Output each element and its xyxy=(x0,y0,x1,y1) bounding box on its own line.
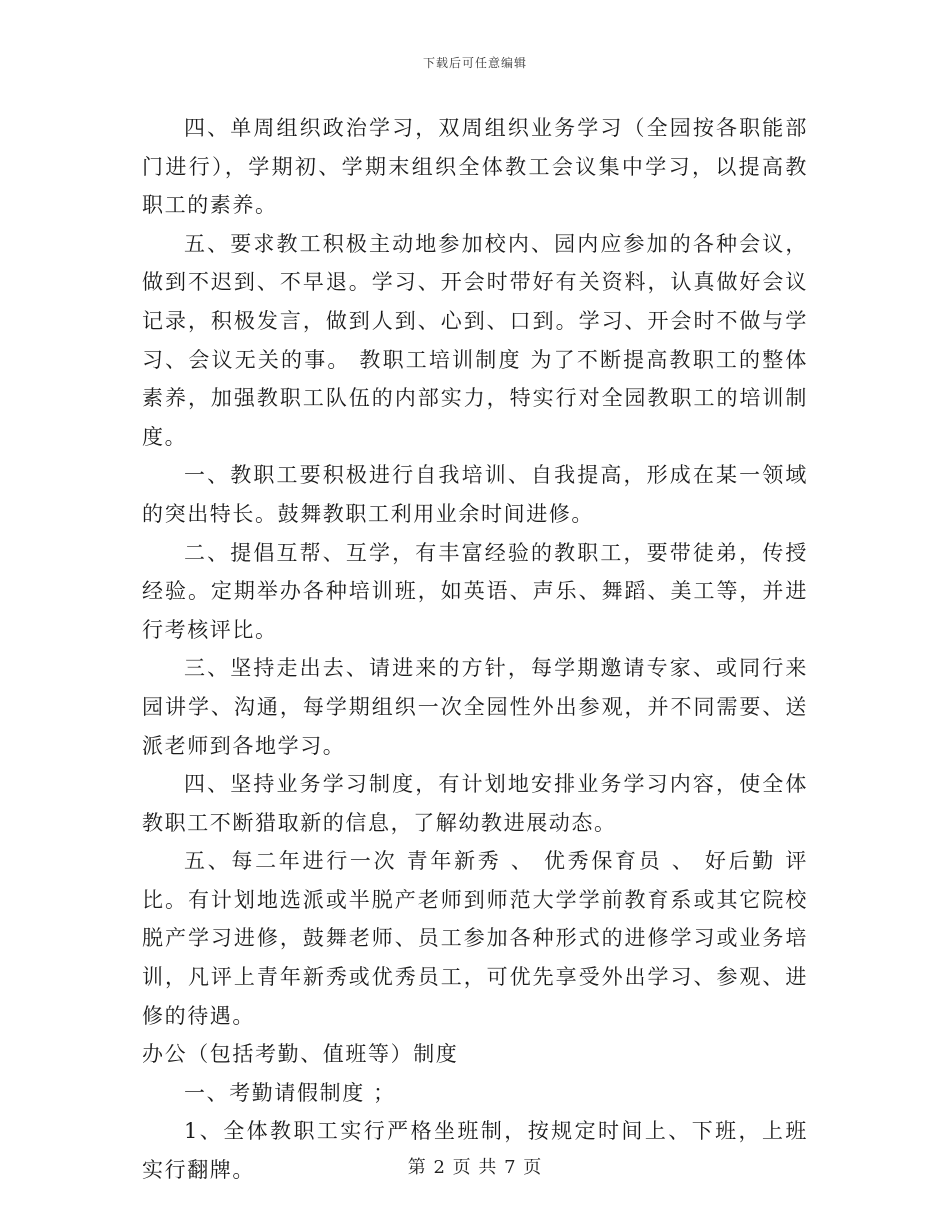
page-number xyxy=(0,1153,950,1179)
paragraph-meeting-rules: 五、要求教工积极主动地参加校内、园内应参加的各种会议，做到不迟到、不早退。学习、开会时带好有关资料，认真做好会议记录，积极发言，做到人到、心到、口到。学习、开会时不做与学习、会议无关的事。 教职工培训制度 为了不断提高教职工的整体素养，加强教职工队伍的内部实力，特实行对全园教职工的培训制度。 xyxy=(142,231,808,449)
paragraph-politics-study: 四、单周组织政治学习，双周组织业务学习（全园按各职能部门进行），学期初、学期末组织全体教工会议集中学习，以提高教职工的素养。 xyxy=(142,116,808,218)
paragraph-business-study: 四、坚持业务学习制度，有计划地安排业务学习内容，使全体教职工不断猎取新的信息，了解幼教进展动态。 xyxy=(142,772,808,835)
page-header: 下载后可任意编辑 xyxy=(422,56,527,70)
section-heading-office-rules: 办公（包括考勤、值班等）制度 xyxy=(142,1042,459,1067)
document-body xyxy=(142,109,808,1190)
paragraph-go-out-invite-in: 三、坚持走出去、请进来的方针，每学期邀请专家、或同行来园讲学、沟通，每学期组织一次全园性外出参观，并不同需要、送派老师到各地学习。 xyxy=(142,656,808,758)
paragraph-evaluation: 五、每二年进行一次 青年新秀 、 优秀保育员 、 好后勤 评比。有计划地选派或半脱产老师到师范大学学前教育系或其它院校脱产学习进修，鼓舞老师、员工参加各种形式的进修学习或业务培训，凡评上青年新秀或优秀员工，可优先享受外出学习、参观、进修的待遇。 xyxy=(142,849,808,1028)
paragraph-self-training: 一、教职工要积极进行自我培训、自我提高，形成在某一领域的突出特长。鼓舞教职工利用业余时间进修。 xyxy=(142,463,808,526)
paragraph-mutual-help: 二、提倡互帮、互学，有丰富经验的教职工，要带徒弟，传授经验。定期举办各种培训班，如英语、声乐、舞蹈、美工等，并进行考核评比。 xyxy=(142,540,808,642)
page-number-text: 第 2 页 共 7 页 xyxy=(407,1157,543,1178)
paragraph-attendance-rule-1: 1、全体教职工实行严格坐班制，按规定时间上、下班，上班实行翻牌。 xyxy=(142,1119,808,1183)
paragraph-attendance-heading: 一、考勤请假制度 ； xyxy=(184,1080,396,1105)
